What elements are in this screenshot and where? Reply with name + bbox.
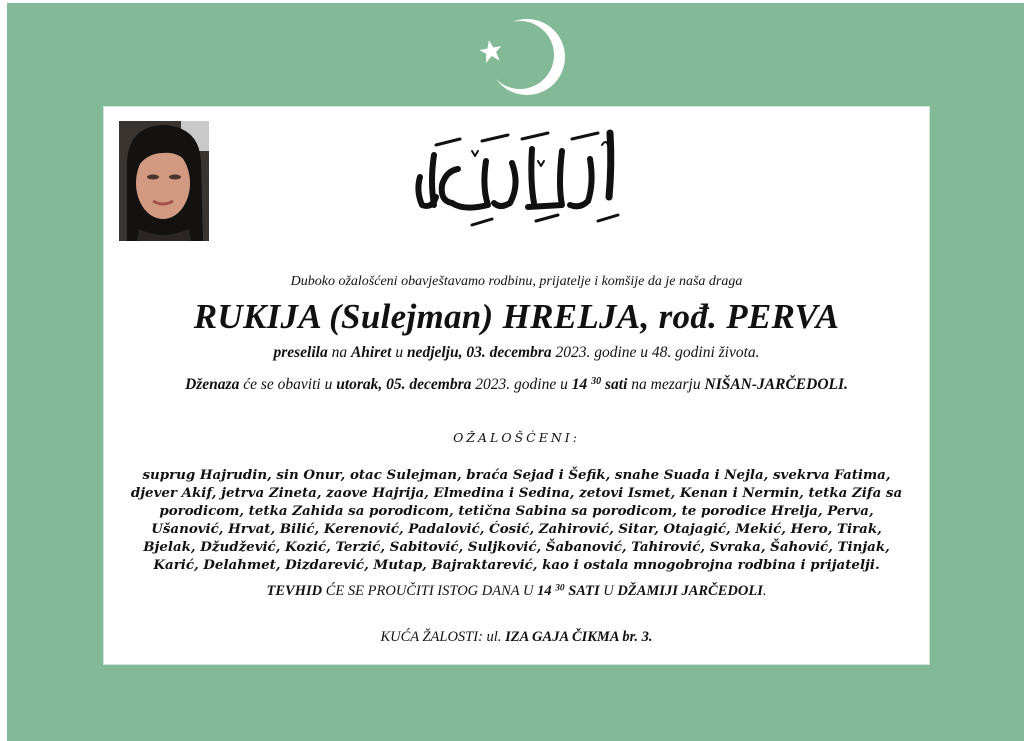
portrait-image: [119, 121, 209, 241]
deceased-photo: [119, 121, 209, 241]
tevhid-place: DŽAMIJI JARČEDOLI: [617, 583, 763, 599]
passed-date: nedjelju, 03. decembra: [406, 344, 552, 361]
passed-rest: 2023. godine u 48. godini života.: [551, 344, 760, 361]
tevhid-time: 14 $^{30}$ SATI: [537, 583, 600, 599]
passed-away-line: preselila na Ahiret u nedjelju, 03. decembra 2023. godine u 48. godini života.: [273, 344, 760, 361]
passed-verb: preselila: [273, 344, 328, 361]
funeral-info: Dženaza će se obaviti u utorak, 05. decembra 2023. godine u 14 $^{30}$ sati na mezarju NIŠAN-JARČEDOLI.: [185, 375, 848, 393]
house-address: IZA GAJA ČIKMA br. 3.: [505, 629, 653, 645]
arabic-calligraphy: [412, 125, 627, 233]
mourners-list: suprug Hajrudin, sin Onur, otac Sulejman, braća Sejad i Šefik, snahe Suada i Nejla, svekrva Fatima, djever Akif, jetrva Zineta, zaove Hajrija, Elmedina i Sedina, zetovi Ismet, Kenan i Nermin, tetka Zifa sa porodicom, tetka Zahida sa porodicom, tetična Sabina sa porodicom, te porodice Hrelja, Perva, Ušanović, Hrvat, Bilić, Kerenović, Padalović, Ćosić, Zahirović, Sitar, Otajagić, Mekić, Hero, Tirak, Bjelak, Džudžević, Kozić, Terzić, Sabitović, Suljković, Šabanović, Tahirović, Svraka, Šahović, Tinjak, Karić, Delahmet, Dizdarević, Mutap, Bajraktarević, kao i ostala mnogobrojna rodbina i prijatelji.: [130, 467, 903, 574]
funeral-label: Dženaza: [185, 376, 240, 393]
obituary-card: [104, 107, 929, 664]
star-and-crescent-icon: [470, 14, 566, 100]
funeral-date: utorak, 05. decembra: [336, 376, 472, 393]
tevhid-info: TEVHID ĆE SE PROUČITI ISTOG DANA U 14 $^{30}$ SATI U DŽAMIJI JARČEDOLI.: [266, 583, 767, 599]
house-of-mourning: [104, 629, 929, 646]
intro-text: Duboko ožalošćeni obavještavamo rodbinu, prijatelje i komšije da je naša draga: [290, 274, 743, 289]
tevhid-label: TEVHID: [266, 583, 323, 599]
house-label: KUĆA ŽALOSTI: ul.: [380, 629, 506, 645]
funeral-place: NIŠAN-JARČEDOLI.: [704, 376, 848, 393]
passed-place: Ahiret: [350, 344, 392, 361]
mourners-heading: OŽALOŠĆENI:: [453, 430, 580, 445]
deceased-name: RUKIJA (Sulejman) HRELJA, rođ. PERVA: [193, 297, 840, 336]
funeral-time: 14 $^{30}$ sati: [571, 375, 628, 393]
